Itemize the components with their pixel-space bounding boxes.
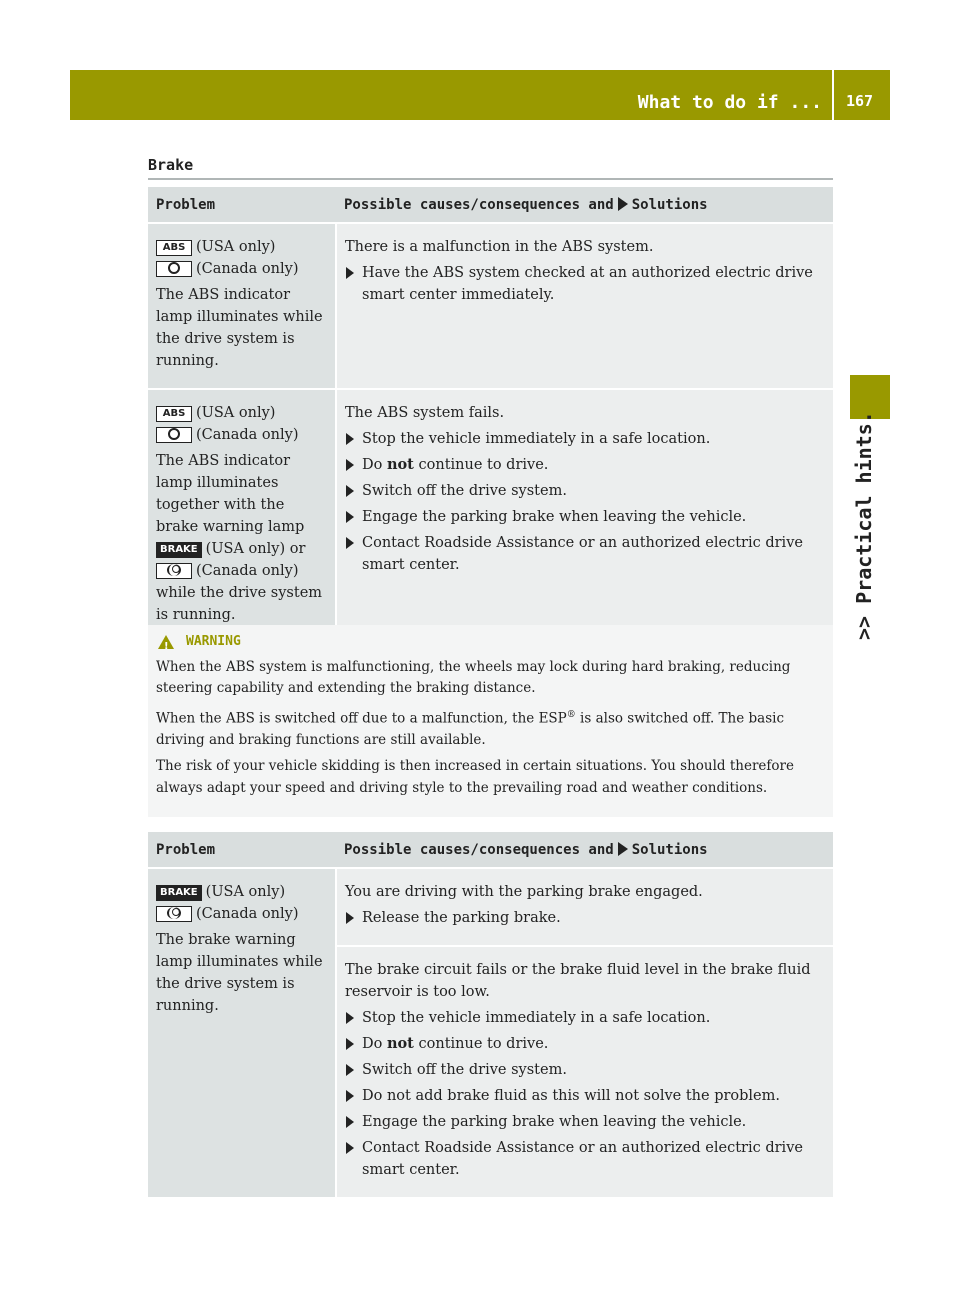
canada-only-label: (Canada only) [196,261,299,277]
step-item [345,1033,825,1055]
brake-canada-indicator-icon [156,906,192,922]
warning-heading [156,631,825,653]
step-text: Stop the vehicle immediately in a safe location. [362,431,711,447]
problem-description: The ABS indicator lamp illuminates together with the brake warning lamp [156,453,305,535]
table-header-row [148,832,833,868]
canada-only-label: (Canada only) [196,563,299,579]
warning-box [148,625,833,817]
usa-only-label: (USA only) [205,884,286,900]
header-causes-text: Possible causes/consequences and [344,841,614,858]
header-separator [832,70,834,120]
brake-canada-indicator-icon [156,563,192,579]
header-title: What to do if ... [637,92,822,113]
bullet-arrow-icon [346,1038,354,1050]
table-header-row [148,187,833,223]
bullet-arrow-icon [346,459,354,471]
step-text: Do [362,457,383,473]
table-row [148,223,833,389]
problem-description-end: while the drive system is running. [156,585,323,623]
step-emphasis: not [386,1035,414,1052]
abs-indicator-icon: ABS [156,406,192,422]
solution-cell [336,946,833,1197]
problem-description: The ABS indicator lamp illuminates while the drive system is running. [156,287,323,369]
step-item [345,262,825,306]
bullet-arrow-icon [346,1116,354,1128]
bullet-arrow-icon [346,537,354,549]
brake-indicator-icon: BRAKE [156,885,202,901]
header-solutions-text: Solutions [631,841,708,858]
bullet-arrow-icon [346,1090,354,1102]
arrow-right-icon [618,842,628,856]
step-item [345,532,825,576]
cause-text: The ABS system fails. [345,405,505,421]
header-solutions-text: Solutions [631,196,708,213]
step-item [345,454,825,476]
brake-indicator-icon: BRAKE [156,542,202,558]
bullet-arrow-icon [346,1012,354,1024]
step-text: Switch off the drive system. [362,483,567,499]
header-causes-text: Possible causes/consequences and [344,196,614,213]
step-text: Do not add brake fluid as this will not solve the problem. [362,1088,780,1104]
section-rule [148,178,833,180]
step-text: Do [362,1036,383,1052]
cause-text: The brake circuit fails or the brake fluid level in the brake fluid reservoir is too low. [345,962,811,1000]
canada-only-label: (Canada only) [196,906,299,922]
problem-cell [148,868,336,1197]
step-text: continue to drive. [418,457,549,473]
brake-warning-table [148,832,833,1197]
canada-only-label: (Canada only) [196,427,299,443]
step-text: continue to drive. [418,1036,549,1052]
usa-only-or-label: (USA only) or [205,541,306,557]
solution-cell [336,868,833,946]
abs-canada-indicator-icon [156,427,192,443]
cause-text: There is a malfunction in the ABS system. [345,239,654,255]
warning-triangle-icon [158,635,174,649]
column-header-solutions [336,187,833,223]
step-text: Have the ABS system checked at an authorized electric drive smart center immediately. [362,265,813,303]
step-item [345,428,825,450]
cause-text: You are driving with the parking brake engaged. [345,884,703,900]
step-text: Release the parking brake. [362,910,561,926]
step-text: Contact Roadside Assistance or an authorized electric drive smart center. [362,1140,803,1178]
step-text: Contact Roadside Assistance or an authorized electric drive smart center. [362,535,803,573]
step-item [345,1111,825,1133]
abs-indicator-icon: ABS [156,240,192,256]
bullet-arrow-icon [346,912,354,924]
step-text: Engage the parking brake when leaving the vehicle. [362,1114,747,1130]
bullet-arrow-icon [346,267,354,279]
bullet-arrow-icon [346,433,354,445]
step-text: Stop the vehicle immediately in a safe location. [362,1010,711,1026]
step-item [345,506,825,528]
step-text: Engage the parking brake when leaving the vehicle. [362,509,747,525]
table-row [148,868,833,946]
bullet-arrow-icon [346,485,354,497]
problem-description: The brake warning lamp illuminates while the drive system is running. [156,932,323,1014]
solution-cell [336,223,833,389]
side-tab-label: >> Practical hints. [852,411,876,640]
warning-paragraph: When the ABS is switched off due to a malfunction, the ESP® is also switched off. The basic driving and braking functions are still available. [156,709,785,748]
step-item [345,1085,825,1107]
step-item [345,1007,825,1029]
warning-paragraph: When the ABS system is malfunctioning, the wheels may lock during hard braking, reducing steering capability and extending the braking distance. [156,658,791,696]
usa-only-label: (USA only) [196,239,276,255]
step-item [345,1059,825,1081]
problem-cell [148,223,336,389]
abs-canada-indicator-icon [156,261,192,277]
step-item [345,907,825,929]
arrow-right-icon [618,197,628,211]
step-item [345,480,825,502]
problem-cell [148,389,336,642]
bullet-arrow-icon [346,511,354,523]
column-header-problem: Problem [148,187,336,223]
column-header-problem: Problem [148,832,336,868]
page-number: 167 [846,92,874,110]
bullet-arrow-icon [346,1064,354,1076]
bullet-arrow-icon [346,1142,354,1154]
warning-paragraph: The risk of your vehicle skidding is then increased in certain situations. You should therefore always adapt your speed and driving style to the prevailing road and weather conditions. [156,758,794,796]
warning-title: WARNING [186,634,241,649]
brake-abs-table [148,187,833,642]
section-title: Brake [148,156,194,174]
step-emphasis: not [386,456,414,473]
usa-only-label: (USA only) [196,405,276,421]
step-item [345,1137,825,1181]
column-header-solutions [336,832,833,868]
solution-cell [336,389,833,642]
step-text: Switch off the drive system. [362,1062,567,1078]
table-row [148,389,833,642]
